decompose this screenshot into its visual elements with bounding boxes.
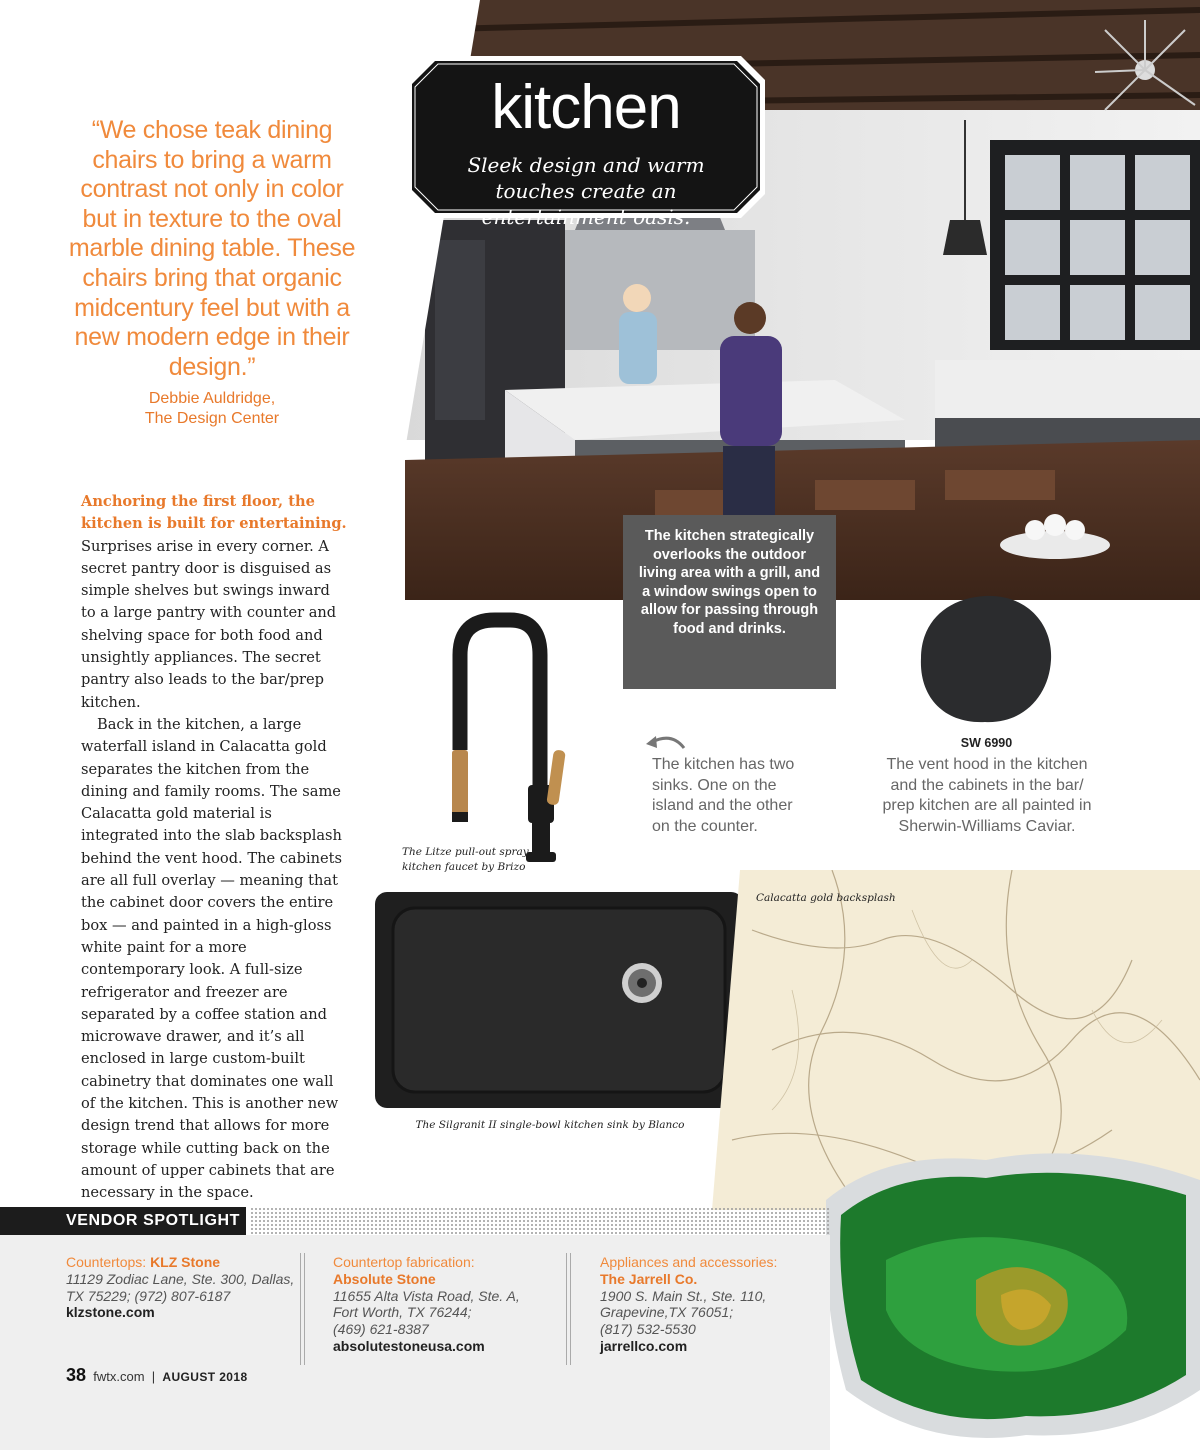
vendor-entry: [66, 1254, 298, 1321]
vendor-address-line: Grapevine,TX 76051;: [600, 1304, 734, 1321]
section-subtitle: Sleek design and warm touches create an entertainment oasis.: [467, 153, 705, 229]
vendor-column-divider: [300, 1253, 305, 1365]
quote-author-name: Debbie Auldridge,: [148, 390, 276, 407]
curved-arrow-icon: [644, 730, 688, 754]
sink-image: [373, 890, 745, 1110]
vendor-phone: (817) 532-5530: [600, 1321, 696, 1338]
article-lead-in: Anchoring the first floor, the kitchen is built for entertaining.: [81, 493, 347, 533]
vendor-address-line: TX 75229; (972) 807-6187: [66, 1287, 231, 1304]
vendor-address-line: Fort Worth, TX 76244;: [333, 1304, 472, 1321]
folio-separator: |: [151, 1369, 156, 1384]
quote-author-company: The Design Center: [144, 410, 280, 427]
vendor-phone: (469) 621-8387: [333, 1321, 429, 1338]
vendor-name: The Jarrell Co.: [600, 1270, 698, 1287]
vendor-heading-dot-pattern: [250, 1207, 830, 1235]
geode-slab-image: [826, 1140, 1200, 1450]
vendor-entry: [333, 1254, 565, 1355]
sink-illustration: [373, 890, 745, 1110]
paint-note: The vent hood in the kitchen and the cabinets in the bar/ prep kitchen are all painted in Sherwin-Williams Caviar.: [882, 756, 1092, 835]
paint-swatch: [915, 592, 1055, 728]
faucet-image: [440, 600, 570, 870]
vendor-address-line: 1900 S. Main St., Ste. 110,: [600, 1287, 767, 1304]
vendor-entry: [600, 1254, 832, 1355]
vendor-category: Countertop fabrication:: [333, 1254, 475, 1270]
vendor-heading: VENDOR SPOTLIGHT: [66, 1212, 241, 1229]
geode-slab-illustration: [826, 1140, 1200, 1450]
article-paragraph-2: Back in the kitchen, a large waterfall island in Calacatta gold separates the kitchen from the dining and family rooms. The same Calacatta gold material is integrated into the slab backsplash behind the vent hood. The cabinets are all full overlay — meaning that the cabinet door covers the entire box — and painted in a high-gloss white paint for a more contemporary look. A full-size refrigerator and freezer are separated by a coffee station and microwave drawer, and it’s all enclosed in large custom-built cabinetry that dominates one wall of the kitchen. This is another new design trend that allows for more storage while cutting back on the amount of upper cabinets that are necessary in the space.: [81, 715, 343, 1202]
section-title-plaque: [407, 56, 765, 229]
vendor-name: Absolute Stone: [333, 1270, 436, 1287]
vendor-column-divider: [566, 1253, 571, 1365]
paint-code: SW 6990: [960, 736, 1013, 750]
page-folio: [66, 1365, 248, 1386]
pull-quote: “We chose teak dining chairs to bring a warm contrast not only in color but in texture to the oval marble dining table. These chairs bring that organic midcentury feel but with a new modern edge in their design.”: [68, 116, 356, 381]
vendor-url[interactable]: absolutestoneusa.com: [333, 1337, 485, 1354]
faucet-caption: The Litze pull-out spray kitchen faucet by Brizo: [402, 846, 529, 873]
pull-quote-attribution: [62, 389, 362, 429]
article-paragraph-1-text: Surprises arise in every corner. A secret pantry door is disguised as simple shelves but swings inward to a large pantry with counter and shelving space for both food and unsightly appliances. The secret pantry also leads to the bar/prep kitchen.: [81, 537, 337, 711]
folio-issue: AUGUST 2018: [162, 1370, 248, 1384]
page-number: 38: [66, 1365, 87, 1385]
vendor-address-line: 11655 Alta Vista Road, Ste. A,: [333, 1287, 520, 1304]
sinks-note: The kitchen has two sinks. One on the island and the other on the counter.: [652, 756, 795, 835]
section-title: kitchen: [491, 73, 681, 142]
vendor-address-line: 11129 Zodiac Lane, Ste. 300, Dallas,: [66, 1270, 295, 1287]
article-body: [81, 491, 349, 1205]
vendor-category: Countertops:: [66, 1254, 151, 1270]
vendor-url[interactable]: klzstone.com: [66, 1304, 155, 1321]
marble-caption: Calacatta gold backsplash: [756, 892, 896, 904]
article-paragraph-1: [81, 491, 349, 714]
vendor-category: Appliances and accessories:: [600, 1254, 778, 1270]
vendor-name: KLZ Stone: [150, 1254, 221, 1270]
callout-box: The kitchen strategically overlooks the outdoor living area with a grill, and a window swings open to allow for passing through food and drinks.: [623, 515, 836, 689]
faucet-illustration: [440, 600, 570, 870]
sink-caption: The Silgranit II single-bowl kitchen sink by Blanco: [415, 1119, 685, 1131]
vendor-url[interactable]: jarrellco.com: [600, 1337, 688, 1354]
folio-site: fwtx.com: [93, 1369, 145, 1384]
